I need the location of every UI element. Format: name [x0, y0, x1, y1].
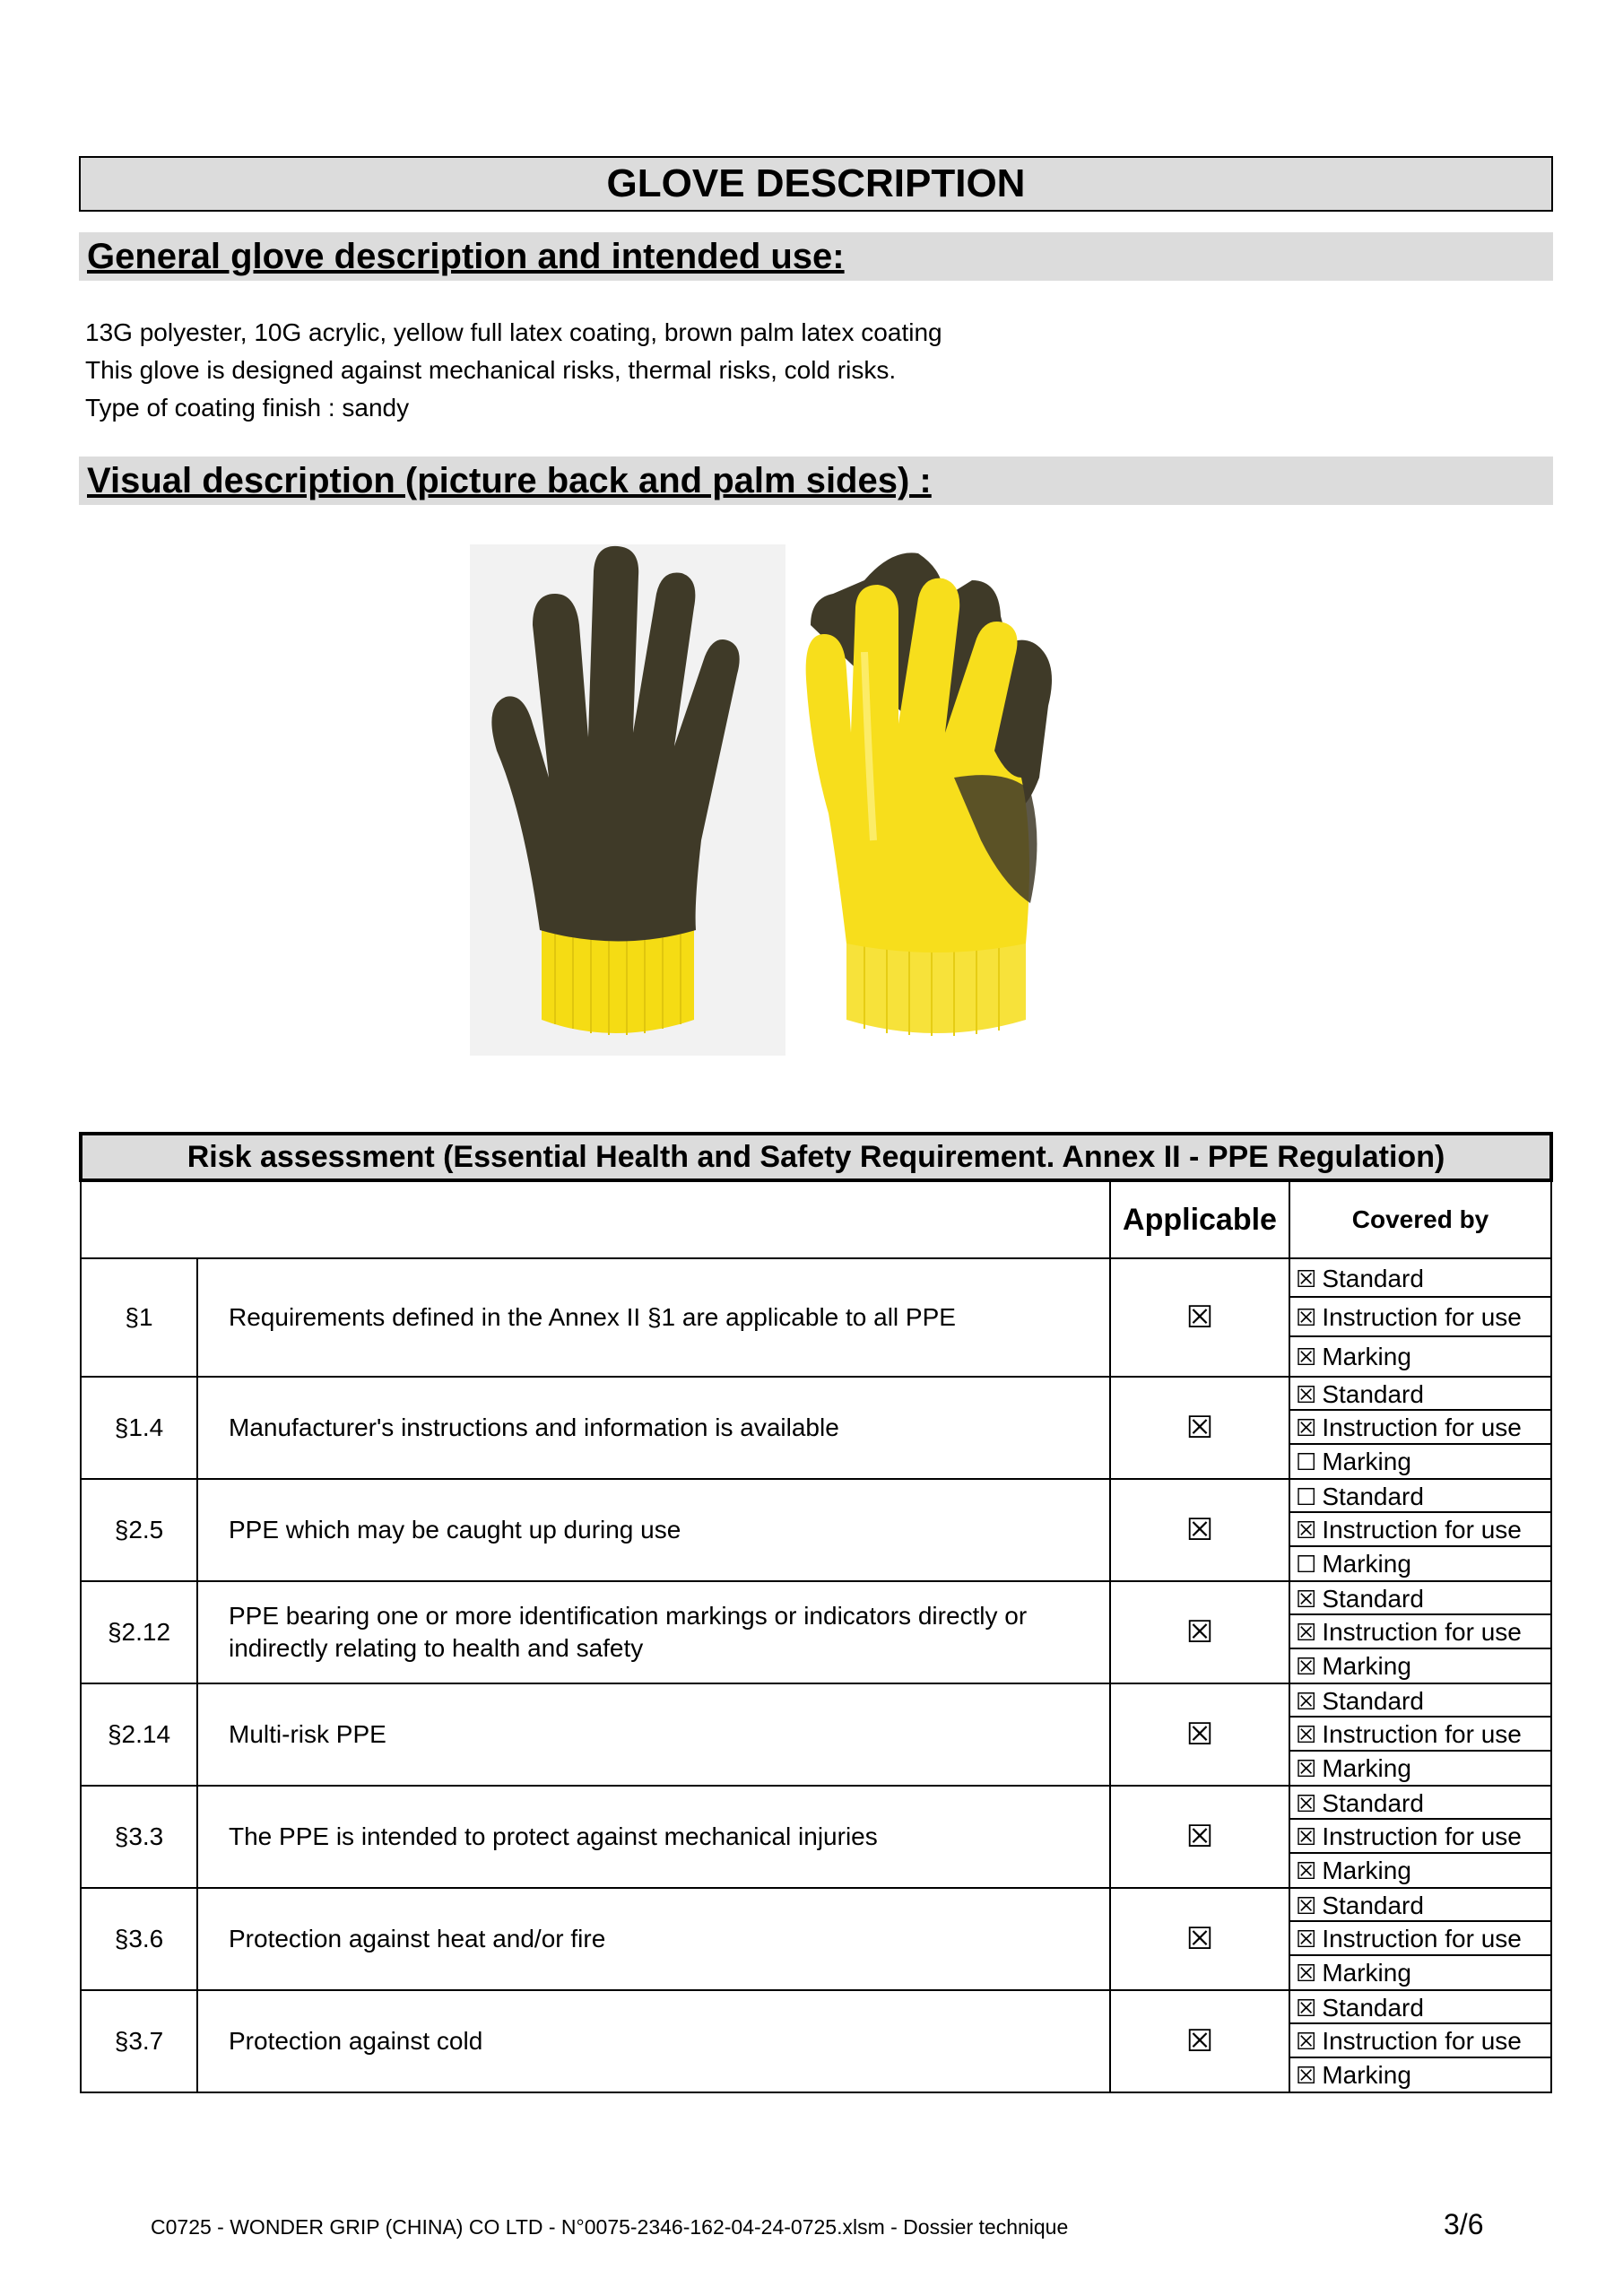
covered-by-label: Instruction for use [1322, 1516, 1522, 1544]
covered-by-item [1290, 1259, 1550, 1298]
covered-by-label: Marking [1322, 1753, 1411, 1782]
covered-by-label: Standard [1322, 1379, 1424, 1408]
checkbox-icon: ☐ [1296, 1448, 1317, 1475]
covered-by-item [1290, 1787, 1550, 1820]
covered-by-cell [1289, 1683, 1551, 1786]
risk-row [81, 1683, 1551, 1786]
general-description-heading: General glove description and intended use: [79, 232, 1553, 281]
section-number: §3.7 [81, 1990, 197, 2092]
covered-by-label: Standard [1322, 1891, 1424, 1919]
checkbox-icon: ☐ [1296, 1483, 1317, 1510]
covered-by-cell [1289, 1888, 1551, 1990]
risk-row [81, 1479, 1551, 1581]
section-number: §3.3 [81, 1786, 197, 1888]
covered-by-item [1290, 1889, 1550, 1922]
covered-by-label: Standard [1322, 1788, 1424, 1817]
risk-row [81, 1377, 1551, 1479]
covered-by-item [1290, 1922, 1550, 1955]
covered-by-item [1290, 1956, 1550, 1989]
covered-by-item [1290, 1854, 1550, 1887]
risk-row [81, 1581, 1551, 1683]
applicable-checkbox: ☒ [1110, 1990, 1289, 2092]
risk-assessment-table [79, 1132, 1553, 2093]
page-title: GLOVE DESCRIPTION [79, 156, 1553, 212]
checkbox-icon: ☒ [1296, 1687, 1317, 1715]
covered-by-label: Marking [1322, 1651, 1411, 1680]
covered-by-label: Instruction for use [1322, 1822, 1522, 1851]
checkbox-icon: ☐ [1296, 1550, 1317, 1578]
risk-row [81, 1888, 1551, 1990]
checkbox-icon: ☒ [1296, 1892, 1317, 1919]
requirement-text: Protection against heat and/or fire [197, 1888, 1110, 1990]
covered-by-cell [1289, 1581, 1551, 1683]
covered-by-label: Standard [1322, 1686, 1424, 1715]
applicable-column-header: Applicable [1110, 1180, 1289, 1258]
covered-by-item [1290, 1480, 1550, 1513]
covered-by-label: Marking [1322, 1447, 1411, 1475]
covered-by-label: Instruction for use [1322, 1925, 1522, 1953]
checkbox-icon: ☒ [1296, 1754, 1317, 1782]
covered-by-item [1290, 1684, 1550, 1718]
covered-by-label: Standard [1322, 1584, 1424, 1613]
covered-by-cell [1289, 1258, 1551, 1377]
glove-illustration [470, 544, 1080, 1056]
checkbox-icon: ☒ [1296, 1585, 1317, 1613]
section-number: §1.4 [81, 1377, 197, 1479]
covered-by-label: Marking [1322, 1958, 1411, 1987]
applicable-checkbox: ☒ [1110, 1683, 1289, 1786]
risk-row [81, 1990, 1551, 2092]
checkbox-icon: ☒ [1296, 1304, 1317, 1332]
section-number: §3.6 [81, 1888, 197, 1990]
checkbox-icon: ☒ [1296, 1414, 1317, 1442]
covered-by-cell [1289, 1786, 1551, 1888]
covered-by-label: Standard [1322, 1993, 1424, 2022]
requirement-text: PPE bearing one or more identification markings or indicators directly or indirectly relating to health and safety [197, 1581, 1110, 1683]
checkbox-icon: ☒ [1296, 1959, 1317, 1987]
covered-by-item [1290, 1615, 1550, 1648]
risk-row [81, 1258, 1551, 1377]
blank-header-cell [81, 1180, 1110, 1258]
covered-by-column-header: Covered by [1289, 1180, 1551, 1258]
checkbox-icon: ☒ [1296, 1926, 1317, 1953]
requirement-text: Requirements defined in the Annex II §1 are applicable to all PPE [197, 1258, 1110, 1377]
checkbox-icon: ☒ [1296, 1652, 1317, 1680]
covered-by-label: Marking [1322, 1549, 1411, 1578]
applicable-checkbox: ☒ [1110, 1377, 1289, 1479]
description-line: This glove is designed against mechanical risks, thermal risks, cold risks. [85, 356, 897, 384]
description-line: 13G polyester, 10G acrylic, yellow full latex coating, brown palm latex coating [85, 318, 942, 346]
footer-text: C0725 - WONDER GRIP (CHINA) CO LTD - N°0075-2346-162-04-24-0725.xlsm - Dossier technique [151, 2215, 1069, 2239]
risk-row [81, 1786, 1551, 1888]
requirement-text: The PPE is intended to protect against mechanical injuries [197, 1786, 1110, 1888]
checkbox-icon: ☒ [1296, 1343, 1317, 1370]
covered-by-item [1290, 1752, 1550, 1785]
requirement-text: PPE which may be caught up during use [197, 1479, 1110, 1581]
covered-by-item [1290, 1337, 1550, 1376]
glove-photo [470, 544, 1080, 1056]
risk-rows [81, 1258, 1551, 2092]
checkbox-icon: ☒ [1296, 2061, 1317, 2089]
checkbox-icon: ☒ [1296, 1857, 1317, 1884]
requirement-text: Manufacturer's instructions and information is available [197, 1377, 1110, 1479]
covered-by-label: Marking [1322, 1856, 1411, 1884]
covered-by-item [1290, 1991, 1550, 2024]
description-line: Type of coating finish : sandy [85, 394, 410, 422]
section-number: §2.5 [81, 1479, 197, 1581]
covered-by-item [1290, 1582, 1550, 1615]
covered-by-cell [1289, 1479, 1551, 1581]
checkbox-icon: ☒ [1296, 1823, 1317, 1851]
covered-by-label: Instruction for use [1322, 1413, 1522, 1442]
page-number: 3/6 [1444, 2208, 1484, 2240]
general-description-text [85, 314, 942, 427]
covered-by-item [1290, 1718, 1550, 1751]
covered-by-item [1290, 2024, 1550, 2057]
applicable-checkbox: ☒ [1110, 1786, 1289, 1888]
covered-by-item [1290, 1820, 1550, 1853]
checkbox-icon: ☒ [1296, 1789, 1317, 1817]
covered-by-label: Instruction for use [1322, 1720, 1522, 1749]
applicable-checkbox: ☒ [1110, 1888, 1289, 1990]
covered-by-item [1290, 1513, 1550, 1546]
covered-by-cell [1289, 1990, 1551, 2092]
checkbox-icon: ☒ [1296, 1619, 1317, 1647]
section-number: §2.14 [81, 1683, 197, 1786]
covered-by-label: Instruction for use [1322, 1303, 1522, 1332]
checkbox-icon: ☒ [1296, 1517, 1317, 1544]
applicable-checkbox: ☒ [1110, 1258, 1289, 1377]
checkbox-icon: ☒ [1296, 2028, 1317, 2056]
covered-by-label: Instruction for use [1322, 1618, 1522, 1647]
covered-by-label: Instruction for use [1322, 2027, 1522, 2056]
checkbox-icon: ☒ [1296, 1380, 1317, 1408]
covered-by-item [1290, 1649, 1550, 1683]
covered-by-item [1290, 1547, 1550, 1580]
glove-palm-side [491, 546, 739, 1035]
covered-by-item [1290, 1298, 1550, 1336]
requirement-text: Protection against cold [197, 1990, 1110, 2092]
visual-description-heading: Visual description (picture back and palm sides) : [79, 457, 1553, 505]
covered-by-label: Marking [1322, 2060, 1411, 2089]
covered-by-label: Marking [1322, 1342, 1411, 1370]
section-number: §1 [81, 1258, 197, 1377]
covered-by-label: Standard [1322, 1265, 1424, 1292]
covered-by-item [1290, 1445, 1550, 1478]
covered-by-cell [1289, 1377, 1551, 1479]
checkbox-icon: ☒ [1296, 1265, 1317, 1292]
checkbox-icon: ☒ [1296, 1721, 1317, 1749]
covered-by-item [1290, 1411, 1550, 1444]
applicable-checkbox: ☒ [1110, 1581, 1289, 1683]
covered-by-item [1290, 2058, 1550, 2092]
covered-by-item [1290, 1378, 1550, 1411]
checkbox-icon: ☒ [1296, 1994, 1317, 2022]
requirement-text: Multi-risk PPE [197, 1683, 1110, 1786]
covered-by-label: Standard [1322, 1482, 1424, 1510]
applicable-checkbox: ☒ [1110, 1479, 1289, 1581]
risk-assessment-heading: Risk assessment (Essential Health and Safety Requirement. Annex II - PPE Regulation) [81, 1134, 1551, 1180]
section-number: §2.12 [81, 1581, 197, 1683]
